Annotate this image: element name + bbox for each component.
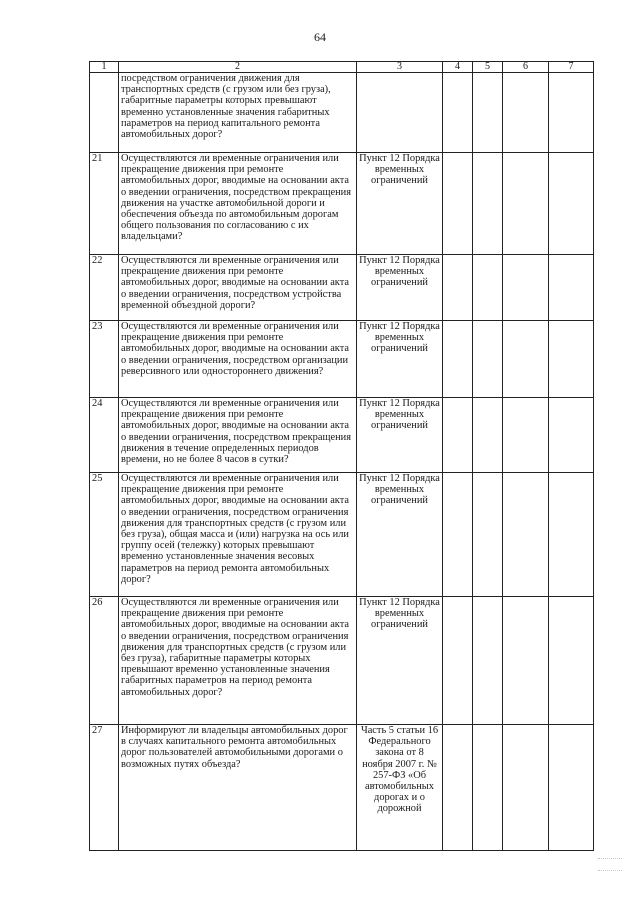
column-header: 6 (503, 62, 549, 73)
answer-cell (473, 255, 503, 321)
scan-artifact (598, 870, 622, 872)
row-question: Осуществляются ли временные ограничения или прекращение движения при ремонте автомобильных дорог, вводимые на основании акта о введении ограничения, посредством устройства временной объездной дороги? (119, 255, 357, 321)
row-question: Информируют ли владельцы автомобильных дорог в случаях капитального ремонта автомобильных дорог пользователей автомобильными дорогами о возможных путях объезда? (119, 725, 357, 851)
column-header: 2 (119, 62, 357, 73)
answer-cell (503, 597, 549, 725)
answer-cell (473, 597, 503, 725)
scan-artifact (598, 858, 622, 860)
row-number: 22 (90, 255, 119, 321)
answer-cell (473, 398, 503, 473)
table-row (90, 153, 594, 255)
row-reference (357, 73, 443, 153)
answer-cell (443, 597, 473, 725)
row-number: 24 (90, 398, 119, 473)
table-row (90, 73, 594, 153)
answer-cell (473, 73, 503, 153)
row-reference: Пункт 12 Порядка временных ограничений (357, 473, 443, 597)
column-header: 7 (549, 62, 594, 73)
checklist-table (89, 61, 594, 851)
answer-cell (473, 153, 503, 255)
header-row (90, 62, 594, 73)
row-question: Осуществляются ли временные ограничения или прекращение движения при ремонте автомобильных дорог, вводимые на основании акта о введении ограничения, посредством ограничения движения для транспортных средств (с грузом или без груза), габаритные параметры которых превышают временно установленные значения габаритных параметров на период ремонта автомобильных дорог? (119, 597, 357, 725)
table-row (90, 473, 594, 597)
row-number: 27 (90, 725, 119, 851)
row-number: 21 (90, 153, 119, 255)
answer-cell (549, 73, 594, 153)
answer-cell (473, 725, 503, 851)
table-row (90, 255, 594, 321)
row-question: посредством ограничения движения для транспортных средств (с грузом или без груза), габаритные параметры которых превышают временно установленные значения габаритных параметров на период капитального ремонта автомобильных дорог? (119, 73, 357, 153)
answer-cell (443, 473, 473, 597)
answer-cell (503, 255, 549, 321)
row-question: Осуществляются ли временные ограничения или прекращение движения при ремонте автомобильных дорог, вводимые на основании акта о введении ограничения, посредством ограничения движения для транспортных средств (с грузом или без груза), общая масса и (или) нагрузка на ось или группу осей (тележку) которых превышают временно установленные значения весовых параметров на период ремонта автомобильных дорог? (119, 473, 357, 597)
row-reference: Часть 5 статьи 16 Федерального закона от 8 ноября 2007 г. № 257-ФЗ «Об автомобильных дорогах и о дорожной (357, 725, 443, 851)
answer-cell (503, 398, 549, 473)
row-number: 25 (90, 473, 119, 597)
row-reference: Пункт 12 Порядка временных ограничений (357, 153, 443, 255)
answer-cell (549, 597, 594, 725)
column-header: 5 (473, 62, 503, 73)
row-number (90, 73, 119, 153)
row-question: Осуществляются ли временные ограничения или прекращение движения при ремонте автомобильных дорог, вводимые на основании акта о введении ограничения, посредством организации реверсивного или одностороннего движения? (119, 321, 357, 398)
table-row (90, 321, 594, 398)
column-header: 3 (357, 62, 443, 73)
answer-cell (443, 73, 473, 153)
answer-cell (443, 398, 473, 473)
answer-cell (549, 255, 594, 321)
answer-cell (503, 321, 549, 398)
row-reference: Пункт 12 Порядка временных ограничений (357, 398, 443, 473)
row-reference: Пункт 12 Порядка временных ограничений (357, 321, 443, 398)
table-row (90, 597, 594, 725)
row-reference: Пункт 12 Порядка временных ограничений (357, 255, 443, 321)
table-row (90, 725, 594, 851)
answer-cell (503, 473, 549, 597)
row-question: Осуществляются ли временные ограничения или прекращение движения при ремонте автомобильных дорог, вводимые на основании акта о введении ограничения, посредством прекращения движения на участке автомобильной дороги и обеспечения объезда по автомобильным дорогам общего пользования по согласованию с их владельцами? (119, 153, 357, 255)
answer-cell (549, 725, 594, 851)
answer-cell (503, 73, 549, 153)
row-question: Осуществляются ли временные ограничения или прекращение движения при ремонте автомобильных дорог, вводимые на основании акта о введении ограничения, посредством прекращения движения в течение определенных периодов времени, но не более 8 часов в сутки? (119, 398, 357, 473)
answer-cell (443, 153, 473, 255)
answer-cell (443, 255, 473, 321)
page-number: 64 (314, 30, 326, 44)
answer-cell (549, 398, 594, 473)
row-number: 26 (90, 597, 119, 725)
answer-cell (473, 321, 503, 398)
answer-cell (503, 725, 549, 851)
answer-cell (443, 321, 473, 398)
row-number: 23 (90, 321, 119, 398)
answer-cell (549, 473, 594, 597)
answer-cell (549, 321, 594, 398)
column-header: 1 (90, 62, 119, 73)
answer-cell (503, 153, 549, 255)
table-row (90, 398, 594, 473)
answer-cell (549, 153, 594, 255)
row-reference: Пункт 12 Порядка временных ограничений (357, 597, 443, 725)
answer-cell (473, 473, 503, 597)
column-header: 4 (443, 62, 473, 73)
answer-cell (443, 725, 473, 851)
